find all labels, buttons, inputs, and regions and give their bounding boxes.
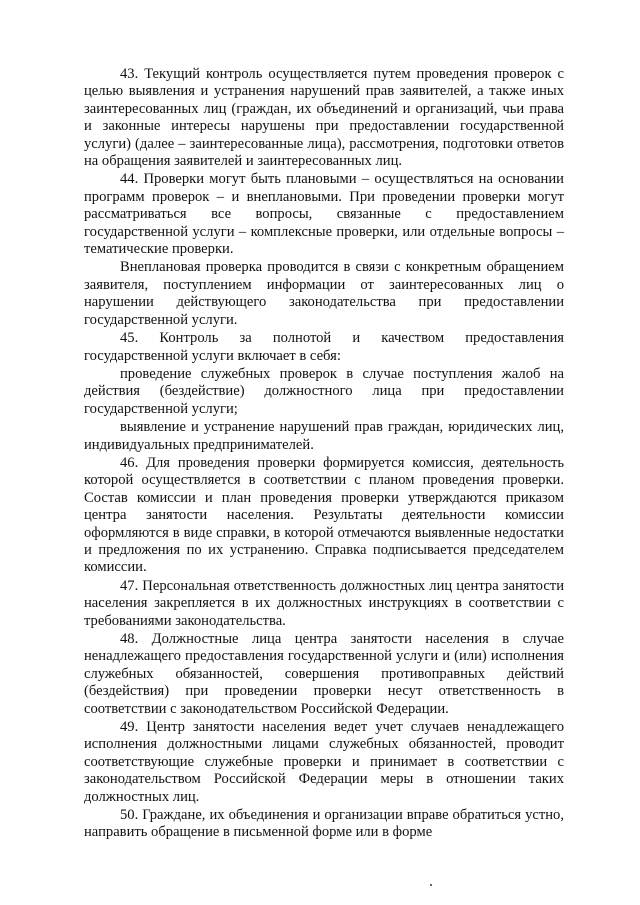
paragraph-unscheduled-inspection: Внеплановая проверка проводится в связи с конкретным обращением заявителя, поступлением информации от заинтересованных лиц о нарушении действующего законодательства при предоставлении государственной услуги. [84, 259, 564, 328]
scan-speck [430, 884, 432, 886]
paragraph-45: 45. Контроль за полнотой и качеством предоставления государственной услуги включает в себя: [84, 330, 564, 364]
paragraph-49: 49. Центр занятости населения ведет учет случаев ненадлежащего исполнения должностными лицами служебных обязанностей, проводит соответствующие служебные проверки и принимает в соответствии с законодательством Российской Федерации меры в отношении таких должностных лиц. [84, 719, 564, 805]
paragraph-45-item-1: проведение служебных проверок в случае поступления жалоб на действия (бездействие) должностного лица при предоставлении государственной услуги; [84, 365, 564, 417]
paragraph-47: 47. Персональная ответственность должностных лиц центра занятости населения закрепляется в их должностных инструкциях в соответствии с требованиями законодательства. [84, 577, 564, 629]
paragraph-46: 46. Для проведения проверки формируется комиссия, деятельность которой осуществляется в соответствии с планом проведения проверки. Состав комиссии и план проведения проверки утверждаются приказом центра занятости населения. Результаты деятельности комиссии оформляются в виде справки, в которой отмечаются выявленные недостатки и предложения по их устранению. Справка подписывается председателем комиссии. [84, 454, 564, 576]
paragraph-43: 43. Текущий контроль осуществляется путем проведения проверок с целью выявления и устранения нарушений прав заявителей, а также иных заинтересованных лиц (граждан, их объединений и организаций, чьи права и законные интересы нарушены при предоставлении государственной услуги) (далее – заинтересованные лица), рассмотрения, подготовки ответов на обращения заявителей и заинтересованных лиц. [84, 66, 564, 170]
paragraph-50: 50. Граждане, их объединения и организации вправе обратиться устно, направить обращение в письменной форме или в форме [84, 807, 564, 841]
paragraph-45-item-2: выявление и устранение нарушений прав граждан, юридических лиц, индивидуальных предпринимателей. [84, 419, 564, 453]
paragraph-44: 44. Проверки могут быть плановыми – осуществляться на основании программ проверок – и внеплановыми. При проведении проверки могут рассматриваться все вопросы, связанные с предоставлением государственной услуги – комплексные проверки, или отдельные вопросы – тематические проверки. [84, 171, 564, 258]
document-page [84, 66, 564, 843]
paragraph-48: 48. Должностные лица центра занятости населения в случае ненадлежащего предоставления государственной услуги и (или) исполнения служебных обязанностей, совершения противоправных действий (бездействия) при проведении проверки несут ответственность в соответствии с законодательством Российской Федерации. [84, 631, 564, 717]
